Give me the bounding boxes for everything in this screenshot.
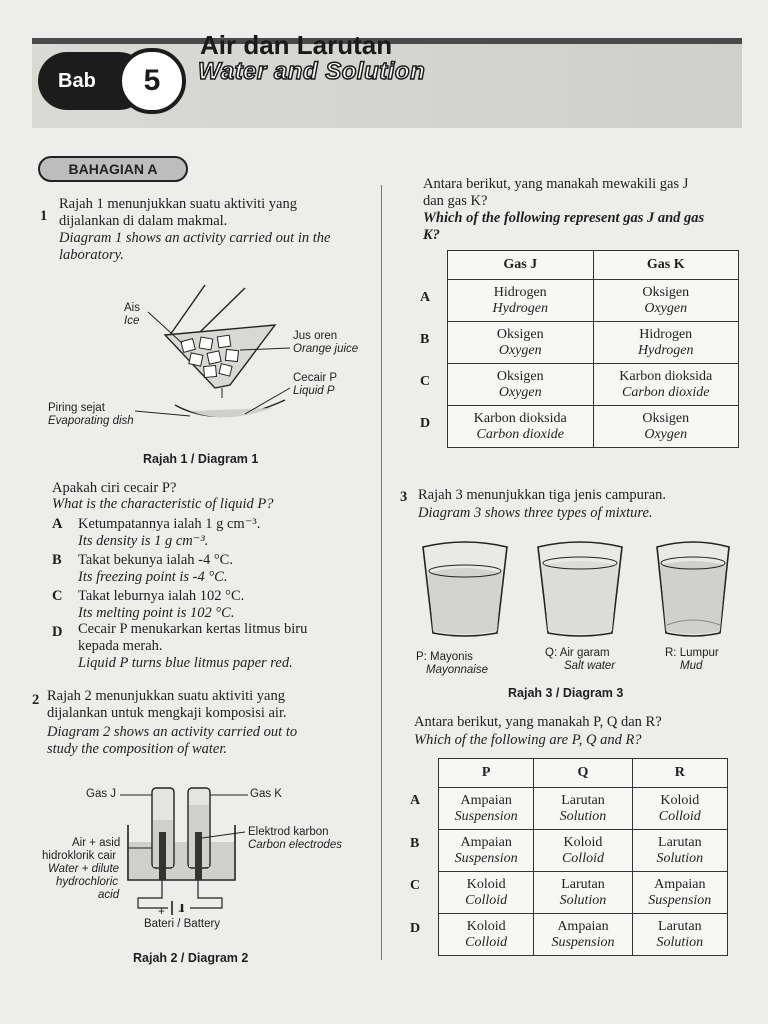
q3-header-r: R [632, 759, 727, 788]
dish-label-ms: Piring sejat [48, 402, 105, 414]
q1-option-c-letter: C [52, 588, 63, 604]
beaker-r-label-en: Mud [680, 660, 703, 672]
cell-en: Solution [559, 892, 607, 908]
q1-option-a-en: Its density is 1 g cm⁻³. [78, 533, 209, 549]
table-row [439, 788, 728, 830]
q1-option-a-ms: Ketumpatannya ialah 1 g cm⁻³. [78, 516, 261, 532]
q2-intro-en-1: Diagram 2 shows an activity carried out to [47, 724, 298, 740]
beaker-r-label-ms: R: Lumpur [665, 647, 719, 659]
table-row [448, 406, 739, 448]
q1-intro-en-1: Diagram 1 shows an activity carried out in the [59, 230, 331, 246]
cell-en: Suspension [648, 892, 712, 908]
cell-en: Colloid [561, 850, 604, 866]
cell-ms: Larutan [658, 918, 702, 934]
q1-option-d-letter: D [52, 624, 63, 640]
cell-ms: Hidrogen [493, 284, 547, 300]
cell-en: Carbon dioxide [476, 426, 564, 442]
cell-en: Hydrogen [492, 300, 548, 316]
cell-en: Solution [559, 808, 607, 824]
electrode-label-ms: Elektrod karbon [248, 826, 329, 838]
q2-number: 2 [32, 692, 40, 708]
q1-intro-en-2: laboratory. [59, 247, 124, 263]
q3-answer-table [438, 758, 728, 956]
liquid-label-ms: Cecair P [293, 372, 338, 384]
battery-plus: + [158, 906, 165, 918]
q1-question-en: What is the characteristic of liquid P? [52, 496, 274, 512]
diagram-1-caption: Rajah 1 / Diagram 1 [143, 452, 259, 466]
q1-number: 1 [40, 208, 48, 224]
beaker-q-label-ms: Q: Air garam [545, 647, 610, 659]
cell-ms: Ampaian [460, 834, 512, 850]
q1-option-b-en: Its freezing point is -4 °C. [78, 569, 228, 585]
water-label-ms-1: Air + asid [72, 837, 121, 849]
dish-label-en: Evaporating dish [48, 415, 134, 427]
cell-ms: Larutan [658, 834, 702, 850]
water-label-en-3: acid [98, 889, 120, 901]
q1-option-c-ms: Takat leburnya ialah 102 °C. [78, 588, 245, 604]
cell-en: Suspension [454, 850, 518, 866]
q2-row-a-letter: A [420, 290, 431, 305]
q3-row-a-letter: A [410, 793, 421, 808]
cell-en: Oxygen [498, 342, 542, 358]
cell-ms: Ampaian [654, 876, 706, 892]
cell-en: Oxygen [644, 426, 688, 442]
battery-label: Bateri / Battery [144, 918, 221, 930]
gas-k-label: Gas K [250, 788, 282, 800]
cell-ms: Koloid [466, 918, 506, 934]
liquid-label-en: Liquid P [293, 385, 335, 397]
cell-ms: Karbon dioksida [619, 368, 713, 384]
q1-option-b-ms: Takat bekunya ialah -4 °C. [78, 552, 233, 568]
q1-option-d-en: Liquid P turns blue litmus paper red. [78, 655, 293, 671]
beaker-q-label-en: Salt water [564, 660, 616, 672]
q1-option-d-ms-1: Cecair P menukarkan kertas litmus biru [78, 621, 308, 637]
beaker-p-label-ms: P: Mayonis [416, 651, 473, 663]
diagram-3-beakers [415, 535, 745, 645]
q3-header-p: P [439, 759, 534, 788]
battery-minus: − [178, 906, 185, 918]
table-row [448, 280, 739, 322]
cell-ms: Larutan [561, 876, 605, 892]
q1-intro-ms-1: Rajah 1 menunjukkan suatu aktiviti yang [59, 196, 297, 212]
cell-ms: Oksigen [496, 326, 544, 342]
cell-ms: Oksigen [642, 410, 690, 426]
ice-label-ms: Ais [124, 302, 140, 314]
table-row [439, 872, 728, 914]
q2-header-gas-k: Gas K [593, 251, 739, 280]
cell-ms: Koloid [660, 792, 700, 808]
q2-row-d-letter: D [420, 416, 431, 431]
q3-row-c-letter: C [410, 878, 421, 893]
q2-question-en-1: Which of the following represent gas J and gas [423, 210, 705, 226]
electrode-left [159, 832, 166, 880]
chapter-number: 5 [118, 48, 186, 114]
diagram-2-caption: Rajah 2 / Diagram 2 [133, 951, 249, 965]
cell-ms: Ampaian [557, 918, 609, 934]
chapter-title-en: Water and Solution [198, 58, 426, 85]
cell-en: Oxygen [498, 384, 542, 400]
q3-row-d-letter: D [410, 921, 421, 936]
q3-intro-ms: Rajah 3 menunjukkan tiga jenis campuran. [418, 487, 667, 503]
cell-en: Colloid [658, 808, 701, 824]
q2-header-gas-j: Gas J [448, 251, 594, 280]
q2-row-b-letter: B [420, 332, 430, 347]
column-divider [381, 185, 382, 960]
q2-answer-table [447, 250, 739, 448]
cell-ms: Ampaian [460, 792, 512, 808]
q1-option-d-ms-2: kepada merah. [78, 638, 163, 654]
table-row [439, 914, 728, 956]
q1-option-b-letter: B [52, 552, 62, 568]
electrode-label-en: Carbon electrodes [248, 839, 342, 851]
beaker-p [423, 542, 507, 636]
cell-en: Oxygen [644, 300, 688, 316]
beaker-p-label-en: Mayonnaise [426, 664, 489, 676]
q3-question-ms: Antara berikut, yang manakah P, Q dan R? [414, 714, 662, 730]
cell-ms: Oksigen [496, 368, 544, 384]
q1-option-c-en: Its melting point is 102 °C. [78, 605, 235, 621]
chapter-label: Bab [38, 52, 148, 110]
cell-ms: Larutan [561, 792, 605, 808]
cell-ms: Koloid [563, 834, 603, 850]
cell-en: Colloid [465, 892, 508, 908]
q2-question-ms-1: Antara berikut, yang manakah mewakili gas J [423, 176, 689, 192]
section-label: BAHAGIAN A [38, 156, 188, 182]
chapter-title-ms: Air dan Larutan [200, 30, 393, 60]
juice-label-ms: Jus oren [293, 330, 338, 342]
q3-row-b-letter: B [410, 836, 420, 851]
gas-j-label: Gas J [86, 788, 117, 800]
juice-label-en: Orange juice [293, 343, 359, 355]
cell-en: Solution [656, 934, 704, 950]
electrode-right [195, 832, 202, 880]
cell-ms: Koloid [466, 876, 506, 892]
cell-en: Suspension [454, 808, 518, 824]
q2-intro-en-2: study the composition of water. [47, 741, 228, 757]
cell-en: Carbon dioxide [622, 384, 710, 400]
water-label-ms-2: hidroklorik cair [42, 850, 117, 862]
q3-header-q: Q [534, 759, 632, 788]
cell-ms: Oksigen [642, 284, 690, 300]
water-label-en-1: Water + dilute [48, 863, 120, 875]
cell-en: Hydrogen [638, 342, 694, 358]
q2-row-c-letter: C [420, 374, 431, 389]
q2-intro-ms-2: dijalankan untuk mengkaji komposisi air. [47, 705, 287, 721]
q3-number: 3 [400, 489, 408, 505]
beaker-r [657, 542, 729, 636]
cell-en: Solution [656, 850, 704, 866]
table-row [448, 364, 739, 406]
cell-ms: Hidrogen [639, 326, 693, 342]
q2-question-ms-2: dan gas K? [423, 193, 488, 209]
beaker-q [538, 542, 622, 636]
cell-en: Colloid [465, 934, 508, 950]
table-row [439, 830, 728, 872]
q3-intro-en: Diagram 3 shows three types of mixture. [418, 505, 653, 521]
diagram-3-caption: Rajah 3 / Diagram 3 [508, 686, 624, 700]
q1-option-a-letter: A [52, 516, 63, 532]
q2-intro-ms-1: Rajah 2 menunjukkan suatu aktiviti yang [47, 688, 285, 704]
q1-intro-ms-2: dijalankan di dalam makmal. [59, 213, 228, 229]
q1-question-ms: Apakah ciri cecair P? [52, 480, 177, 496]
table-row [448, 322, 739, 364]
cell-en: Suspension [551, 934, 615, 950]
q2-question-en-2: K? [423, 227, 440, 243]
water-label-en-2: hydrochloric [56, 876, 118, 888]
cell-ms: Karbon dioksida [473, 410, 567, 426]
q3-question-en: Which of the following are P, Q and R? [414, 732, 642, 748]
ice-label-en: Ice [124, 315, 140, 327]
